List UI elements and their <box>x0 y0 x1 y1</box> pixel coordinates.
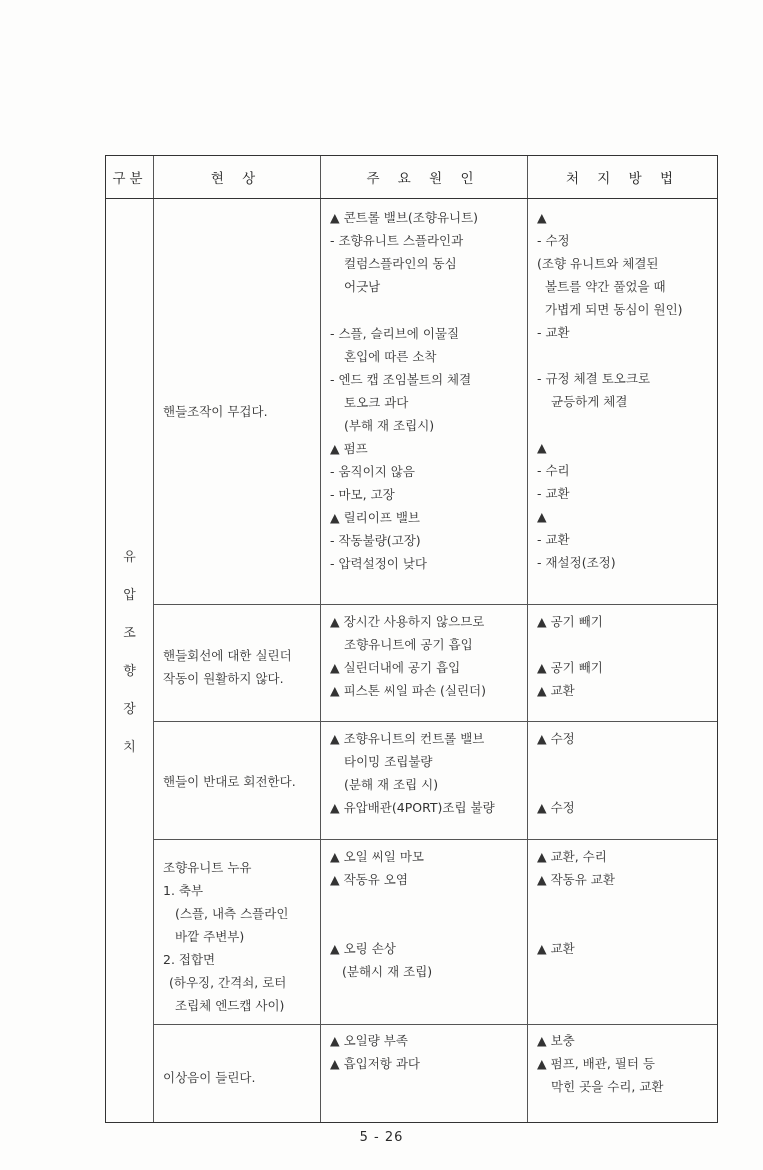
header-category: 구분 <box>112 171 147 187</box>
phenomenon-cell: 핸들이 반대로 회전한다. <box>163 774 296 789</box>
cause-cell: ▲ 조향유니트의 컨트롤 밸브 타이밍 조립불량 (분해 재 조립 시) ▲ 유압배관(4PORT)조립 불량 <box>330 731 495 815</box>
header-phenomenon: 현 상 <box>210 171 263 187</box>
remedy-cell: ▲ 보충 ▲ 펌프, 배관, 필터 등 막힌 곳을 수리, 교환 <box>537 1033 664 1094</box>
remedy-cell: ▲ 공기 빼기 ▲ 공기 빼기 ▲ 교환 <box>537 614 603 698</box>
category-label: 유 압 조 향 장 치 <box>123 550 136 755</box>
cause-cell: ▲ 오일량 부족 ▲ 흡입저항 과다 <box>330 1033 421 1071</box>
header-remedy: 처 지 방 법 <box>565 171 681 187</box>
phenomenon-cell: 조향유니트 누유 1. 축부 (스플, 내측 스플라인 바깥 주변부) 2. 접합면 (하우징, 간격쇠, 로터 조립체 엔드캡 사이) <box>163 860 289 1013</box>
cause-cell: ▲ 오일 씨일 마모 ▲ 작동유 오염 ▲ 오링 손상 (분해시 재 조립) <box>330 849 433 979</box>
cause-cell: ▲ 장시간 사용하지 않으므로 조향유니트에 공기 흡입 ▲ 실린더내에 공기 흡입 ▲ 피스톤 씨일 파손 (실린더) <box>330 614 487 698</box>
remedy-cell: ▲ 수정 ▲ 수정 <box>537 731 575 815</box>
remedy-cell: ▲ 교환, 수리 ▲ 작동유 교환 ▲ 교환 <box>537 849 615 956</box>
page-number: 5 - 26 <box>359 1130 404 1145</box>
remedy-cell: ▲ - 수정 (조향 유니트와 체결된 볼트를 약간 풀었을 때 가볍게 되면 동심이 원인) - 교환 - 규정 체결 토오크로 균등하게 체결 ▲ - 수리 - 교환 ▲ - 교환 - 재설정(조정) <box>537 210 683 570</box>
header-cause: 주 요 원 인 <box>366 171 481 187</box>
phenomenon-cell: 핸들회선에 대한 실린더 작동이 원활하지 않다. <box>163 648 292 686</box>
phenomenon-cell: 핸들조작이 무겁다. <box>163 404 268 419</box>
troubleshooting-table <box>105 155 718 1123</box>
phenomenon-cell: 이상음이 들린다. <box>163 1070 256 1085</box>
cause-cell: ▲ 콘트롤 밸브(조향유니트) - 조향유니트 스플라인과 컬럼스플라인의 동심 어긋남 - 스플, 슬리브에 이물질 혼입에 따른 소착 - 엔드 캡 조임볼트의 체결 토오크 과다 (부해 재 조립시) ▲ 펌프 - 움직이지 않음 - 마모, 고장 ▲ 릴리이프 밸브 - 작동불량(고장) - 압력설정이 낮다 <box>330 210 479 571</box>
